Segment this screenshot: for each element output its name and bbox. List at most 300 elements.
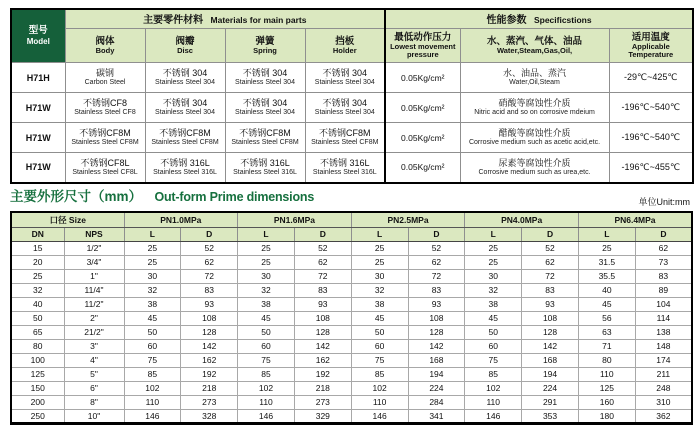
medium-cell-cn: 尿素等腐蚀性介质 bbox=[498, 157, 571, 168]
dim-value-cell: 138 bbox=[635, 325, 692, 339]
spring-cell-cn: 不锈钢CF8M bbox=[239, 128, 291, 138]
dim-value-cell: 50 bbox=[124, 325, 181, 339]
materials-group-en: Materials for main parts bbox=[210, 15, 307, 25]
dim-value-cell: 62 bbox=[181, 255, 238, 269]
dim-value-cell: 93 bbox=[181, 297, 238, 311]
disc-cell bbox=[145, 153, 225, 183]
dim-value-cell: 102 bbox=[465, 381, 522, 395]
medium-header-en: Water,Steam,Gas,Oil, bbox=[496, 45, 573, 55]
spring-cell-en: Stainless Steel 304 bbox=[235, 109, 295, 116]
dim-value-cell: 128 bbox=[294, 325, 351, 339]
medium-cell-cn: 硝酸等腐蚀性介质 bbox=[498, 98, 571, 108]
pressure-header-cn: 最低动作压力 bbox=[394, 31, 452, 43]
body-header-en: Body bbox=[95, 45, 115, 55]
body-cell-cn: 碳钢 bbox=[95, 68, 114, 78]
medium-cell-cn: 水、油品、蒸汽 bbox=[503, 68, 567, 78]
nps-cell: 3" bbox=[64, 339, 124, 353]
medium-cell bbox=[460, 93, 609, 123]
holder-cell bbox=[305, 153, 385, 183]
dim-value-cell: 52 bbox=[181, 241, 238, 255]
pn40-group-header: PN4.0MPa bbox=[465, 212, 579, 227]
dim-value-cell: 273 bbox=[181, 395, 238, 409]
dim-value-cell: 50 bbox=[351, 325, 408, 339]
dim-value-cell: 108 bbox=[294, 311, 351, 325]
dim-value-cell: 110 bbox=[578, 367, 635, 381]
dim-value-cell: 146 bbox=[238, 409, 295, 423]
dim-value-cell: 83 bbox=[294, 283, 351, 297]
dim-value-cell: 72 bbox=[294, 269, 351, 283]
dim-value-cell: 128 bbox=[522, 325, 579, 339]
medium-cell bbox=[460, 123, 609, 153]
dim-value-cell: 194 bbox=[408, 367, 465, 381]
disc-cell-en: Stainless Steel CF8M bbox=[151, 139, 219, 146]
disc-cell-cn: 不锈钢 304 bbox=[162, 98, 208, 108]
dim-value-cell: 85 bbox=[351, 367, 408, 381]
dim-value-cell: 224 bbox=[522, 381, 579, 395]
pn10-group-header: PN1.0MPa bbox=[124, 212, 238, 227]
medium-cell-en: Corrosive medium such as acetic acid,etc. bbox=[468, 139, 601, 146]
temperature-cell: -196℃~540℃ bbox=[609, 93, 693, 123]
dim-value-cell: 25 bbox=[124, 241, 181, 255]
dim-value-cell: 72 bbox=[522, 269, 579, 283]
dim-value-cell: 62 bbox=[522, 255, 579, 269]
spring-cell-cn: 不锈钢 304 bbox=[242, 98, 288, 108]
d-header: D bbox=[294, 227, 351, 241]
spring-cell-en: Stainless Steel CF8M bbox=[231, 139, 299, 146]
dim-value-cell: 162 bbox=[294, 353, 351, 367]
dim-value-cell: 108 bbox=[408, 311, 465, 325]
materials-group-header-row bbox=[11, 9, 693, 29]
medium-cell-en: Water,Oil,Steam bbox=[509, 79, 560, 86]
dim-value-cell: 25 bbox=[578, 241, 635, 255]
model-cell: H71H bbox=[11, 63, 65, 93]
spring-cell bbox=[225, 93, 305, 123]
dim-value-cell: 62 bbox=[408, 255, 465, 269]
dim-value-cell: 93 bbox=[294, 297, 351, 311]
dimension-row bbox=[11, 241, 692, 255]
dimensions-table bbox=[10, 211, 693, 425]
medium-column-header bbox=[460, 29, 609, 63]
nps-cell: 3/4" bbox=[64, 255, 124, 269]
temperature-cell: -196℃~540℃ bbox=[609, 123, 693, 153]
dimension-row bbox=[11, 353, 692, 367]
body-cell bbox=[65, 123, 145, 153]
dim-value-cell: 60 bbox=[124, 339, 181, 353]
body-column-header bbox=[65, 29, 145, 63]
nps-cell: 10" bbox=[64, 409, 124, 423]
disc-cell-en: Stainless Steel 304 bbox=[155, 79, 215, 86]
dim-value-cell: 328 bbox=[181, 409, 238, 423]
dimensions-subheader-row bbox=[11, 227, 692, 241]
dim-value-cell: 85 bbox=[465, 367, 522, 381]
dim-value-cell: 45 bbox=[238, 311, 295, 325]
materials-table bbox=[10, 8, 694, 184]
specs-group-en: Specificstions bbox=[533, 15, 592, 25]
dimension-row bbox=[11, 325, 692, 339]
dn-cell: 100 bbox=[11, 353, 64, 367]
dim-value-cell: 50 bbox=[465, 325, 522, 339]
medium-header-cn: 水、蒸汽、气体、油品 bbox=[487, 35, 583, 47]
pressure-cell: 0.05Kg/cm² bbox=[385, 93, 460, 123]
pressure-column-header bbox=[385, 29, 460, 63]
body-cell-en: Stainless Steel CF8M bbox=[71, 139, 139, 146]
holder-header-cn: 挡板 bbox=[335, 35, 355, 47]
medium-cell-en: Corrosive medium such as urea,etc. bbox=[478, 168, 591, 176]
nps-cell: 1/2" bbox=[64, 241, 124, 255]
dim-value-cell: 25 bbox=[465, 255, 522, 269]
spring-cell bbox=[225, 123, 305, 153]
dim-value-cell: 40 bbox=[578, 283, 635, 297]
dimension-row bbox=[11, 297, 692, 311]
model-header-cn: 型号 bbox=[28, 25, 48, 36]
dim-value-cell: 310 bbox=[635, 395, 692, 409]
dim-value-cell: 52 bbox=[408, 241, 465, 255]
medium-cell-en: Nitric acid and so on corrosive mdeium bbox=[474, 109, 595, 116]
dim-value-cell: 104 bbox=[635, 297, 692, 311]
model-header-en: Model bbox=[26, 37, 50, 46]
dim-value-cell: 80 bbox=[578, 353, 635, 367]
dim-value-cell: 50 bbox=[238, 325, 295, 339]
dim-value-cell: 52 bbox=[294, 241, 351, 255]
nps-cell: 2" bbox=[64, 311, 124, 325]
dimension-row bbox=[11, 381, 692, 395]
dimension-row bbox=[11, 395, 692, 409]
dim-value-cell: 75 bbox=[351, 353, 408, 367]
holder-header-en: Holder bbox=[332, 45, 357, 55]
dn-cell: 250 bbox=[11, 409, 64, 423]
d-header: D bbox=[635, 227, 692, 241]
dimension-row bbox=[11, 311, 692, 325]
materials-group-header bbox=[65, 9, 385, 29]
d-header: D bbox=[181, 227, 238, 241]
dim-value-cell: 85 bbox=[238, 367, 295, 381]
dim-value-cell: 192 bbox=[294, 367, 351, 381]
nps-header: NPS bbox=[64, 227, 124, 241]
disc-cell-cn: 不锈钢 304 bbox=[162, 68, 208, 78]
dim-value-cell: 142 bbox=[408, 339, 465, 353]
dim-value-cell: 62 bbox=[294, 255, 351, 269]
disc-cell bbox=[145, 123, 225, 153]
dim-value-cell: 83 bbox=[522, 283, 579, 297]
dim-value-cell: 102 bbox=[124, 381, 181, 395]
holder-cell bbox=[305, 63, 385, 93]
dn-cell: 50 bbox=[11, 311, 64, 325]
dim-value-cell: 56 bbox=[578, 311, 635, 325]
materials-subheader-row bbox=[11, 29, 693, 63]
body-header-cn: 阀体 bbox=[95, 35, 115, 47]
dim-value-cell: 114 bbox=[635, 311, 692, 325]
dim-value-cell: 128 bbox=[408, 325, 465, 339]
dim-value-cell: 224 bbox=[408, 381, 465, 395]
dim-value-cell: 125 bbox=[578, 381, 635, 395]
dim-value-cell: 174 bbox=[635, 353, 692, 367]
dim-value-cell: 25 bbox=[124, 255, 181, 269]
dim-value-cell: 32 bbox=[124, 283, 181, 297]
section-title-en: Out-form Prime dimensions bbox=[154, 190, 315, 204]
l-header: L bbox=[238, 227, 295, 241]
dim-value-cell: 108 bbox=[181, 311, 238, 325]
dn-cell: 15 bbox=[11, 241, 64, 255]
dim-value-cell: 168 bbox=[408, 353, 465, 367]
temperature-header-en: Applicable Temperature bbox=[628, 41, 674, 59]
dim-value-cell: 63 bbox=[578, 325, 635, 339]
medium-cell bbox=[460, 63, 609, 93]
pn16-group-header: PN1.6MPa bbox=[238, 212, 352, 227]
dim-value-cell: 62 bbox=[635, 241, 692, 255]
holder-cell-cn: 不锈钢 304 bbox=[322, 98, 368, 108]
dim-value-cell: 60 bbox=[238, 339, 295, 353]
dimensions-table-body bbox=[11, 241, 692, 423]
dim-value-cell: 218 bbox=[294, 381, 351, 395]
dim-value-cell: 25 bbox=[238, 241, 295, 255]
holder-column-header bbox=[305, 29, 385, 63]
nps-cell: 8" bbox=[64, 395, 124, 409]
dn-cell: 40 bbox=[11, 297, 64, 311]
spring-cell-cn: 不锈钢 304 bbox=[242, 68, 288, 78]
medium-cell bbox=[460, 153, 609, 183]
dim-value-cell: 75 bbox=[124, 353, 181, 367]
body-cell bbox=[65, 63, 145, 93]
holder-cell bbox=[305, 123, 385, 153]
temperature-cell: -29℃~425℃ bbox=[609, 63, 693, 93]
pressure-cell: 0.05Kg/cm² bbox=[385, 153, 460, 183]
medium-cell-cn: 醋酸等腐蚀性介质 bbox=[498, 128, 571, 138]
l-header: L bbox=[124, 227, 181, 241]
dim-value-cell: 180 bbox=[578, 409, 635, 423]
dim-value-cell: 83 bbox=[408, 283, 465, 297]
dn-cell: 80 bbox=[11, 339, 64, 353]
holder-cell-en: Stainless Steel CF8M bbox=[311, 139, 379, 146]
d-header: D bbox=[408, 227, 465, 241]
materials-row bbox=[11, 123, 693, 153]
temperature-header-cn: 适用温度 bbox=[631, 31, 670, 43]
dimensions-section-title bbox=[10, 185, 314, 206]
dim-value-cell: 160 bbox=[578, 395, 635, 409]
dim-value-cell: 353 bbox=[522, 409, 579, 423]
model-cell: H71W bbox=[11, 123, 65, 153]
dim-value-cell: 45 bbox=[578, 297, 635, 311]
dim-value-cell: 194 bbox=[522, 367, 579, 381]
disc-header-en: Disc bbox=[177, 45, 193, 55]
pn25-group-header: PN2.5MPa bbox=[351, 212, 465, 227]
dn-cell: 125 bbox=[11, 367, 64, 381]
dim-value-cell: 60 bbox=[351, 339, 408, 353]
l-header: L bbox=[351, 227, 408, 241]
dn-cell: 32 bbox=[11, 283, 64, 297]
dim-value-cell: 45 bbox=[124, 311, 181, 325]
section-title-cn: 主要外形尺寸（mm） bbox=[10, 189, 143, 204]
dim-value-cell: 72 bbox=[181, 269, 238, 283]
d-header: D bbox=[522, 227, 579, 241]
dim-value-cell: 329 bbox=[294, 409, 351, 423]
body-cell-en: Stainless Steel CF8L bbox=[72, 168, 138, 176]
spring-header-cn: 弹簧 bbox=[255, 35, 275, 47]
model-cell: H71W bbox=[11, 93, 65, 123]
dn-cell: 65 bbox=[11, 325, 64, 339]
dim-value-cell: 35.5 bbox=[578, 269, 635, 283]
materials-table-body bbox=[11, 63, 693, 183]
spring-column-header bbox=[225, 29, 305, 63]
l-header: L bbox=[578, 227, 635, 241]
nps-cell: 4" bbox=[64, 353, 124, 367]
holder-cell-cn: 不锈钢 304 bbox=[322, 68, 368, 78]
disc-cell bbox=[145, 93, 225, 123]
dim-value-cell: 25 bbox=[238, 255, 295, 269]
spring-header-en: Spring bbox=[253, 45, 277, 55]
spring-cell-en: Stainless Steel 316L bbox=[233, 168, 297, 176]
dim-value-cell: 218 bbox=[181, 381, 238, 395]
dim-value-cell: 45 bbox=[465, 311, 522, 325]
nps-cell: 11/2" bbox=[64, 297, 124, 311]
dim-value-cell: 146 bbox=[124, 409, 181, 423]
dimension-row bbox=[11, 367, 692, 381]
dim-value-cell: 25 bbox=[465, 241, 522, 255]
dim-value-cell: 142 bbox=[522, 339, 579, 353]
pressure-header-en: Lowest movement pressure bbox=[390, 41, 456, 59]
dim-value-cell: 38 bbox=[465, 297, 522, 311]
dim-value-cell: 32 bbox=[238, 283, 295, 297]
model-cell: H71W bbox=[11, 153, 65, 183]
dim-value-cell: 83 bbox=[181, 283, 238, 297]
dim-value-cell: 148 bbox=[635, 339, 692, 353]
holder-cell-en: Stainless Steel 304 bbox=[314, 79, 375, 86]
dimension-row bbox=[11, 409, 692, 423]
dn-cell: 25 bbox=[11, 269, 64, 283]
dim-value-cell: 102 bbox=[351, 381, 408, 395]
dim-value-cell: 31.5 bbox=[578, 255, 635, 269]
dim-value-cell: 30 bbox=[351, 269, 408, 283]
dim-value-cell: 38 bbox=[124, 297, 181, 311]
dim-value-cell: 162 bbox=[181, 353, 238, 367]
dim-value-cell: 110 bbox=[465, 395, 522, 409]
dim-value-cell: 71 bbox=[578, 339, 635, 353]
dim-value-cell: 110 bbox=[351, 395, 408, 409]
dim-value-cell: 110 bbox=[238, 395, 295, 409]
pn64-group-header: PN6.4MPa bbox=[578, 212, 692, 227]
materials-group-cn: 主要零件材料 bbox=[143, 15, 204, 26]
dim-value-cell: 60 bbox=[465, 339, 522, 353]
dim-value-cell: 142 bbox=[181, 339, 238, 353]
dim-value-cell: 284 bbox=[408, 395, 465, 409]
dim-value-cell: 89 bbox=[635, 283, 692, 297]
disc-cell-en: Stainless Steel 316L bbox=[153, 168, 217, 176]
dim-value-cell: 73 bbox=[635, 255, 692, 269]
temperature-column-header bbox=[609, 29, 693, 63]
dim-value-cell: 192 bbox=[181, 367, 238, 381]
spring-cell-cn: 不锈钢 316L bbox=[240, 157, 290, 168]
dim-value-cell: 52 bbox=[522, 241, 579, 255]
dim-value-cell: 38 bbox=[351, 297, 408, 311]
nps-cell: 6" bbox=[64, 381, 124, 395]
spring-cell-en: Stainless Steel 304 bbox=[235, 79, 295, 86]
disc-cell-cn: 不锈钢 316L bbox=[160, 157, 210, 168]
materials-row bbox=[11, 93, 693, 123]
dimensions-group-header-row bbox=[11, 212, 692, 227]
dn-header: DN bbox=[11, 227, 64, 241]
spring-cell bbox=[225, 153, 305, 183]
size-group-header: 口径 Size bbox=[11, 212, 124, 227]
dim-value-cell: 75 bbox=[238, 353, 295, 367]
body-cell bbox=[65, 93, 145, 123]
dimension-row bbox=[11, 283, 692, 297]
dim-value-cell: 273 bbox=[294, 395, 351, 409]
holder-cell-cn: 不锈钢CF8M bbox=[319, 128, 371, 138]
nps-cell: 1" bbox=[64, 269, 124, 283]
dim-value-cell: 30 bbox=[465, 269, 522, 283]
dim-value-cell: 38 bbox=[238, 297, 295, 311]
dimension-row bbox=[11, 255, 692, 269]
dn-cell: 20 bbox=[11, 255, 64, 269]
materials-row bbox=[11, 153, 693, 183]
unit-label: 单位Unit:mm bbox=[638, 197, 690, 207]
dim-value-cell: 108 bbox=[522, 311, 579, 325]
dim-value-cell: 211 bbox=[635, 367, 692, 381]
disc-cell-cn: 不锈钢CF8M bbox=[159, 128, 211, 138]
dim-value-cell: 85 bbox=[124, 367, 181, 381]
disc-column-header bbox=[145, 29, 225, 63]
holder-cell bbox=[305, 93, 385, 123]
specs-group-header bbox=[385, 9, 693, 29]
dim-value-cell: 102 bbox=[238, 381, 295, 395]
dim-value-cell: 291 bbox=[522, 395, 579, 409]
dim-value-cell: 25 bbox=[351, 255, 408, 269]
dn-cell: 200 bbox=[11, 395, 64, 409]
temperature-cell: -196℃~455℃ bbox=[609, 153, 693, 183]
body-cell-cn: 不锈钢CF8M bbox=[79, 128, 131, 138]
nps-cell: 5" bbox=[64, 367, 124, 381]
dim-value-cell: 142 bbox=[294, 339, 351, 353]
dim-value-cell: 128 bbox=[181, 325, 238, 339]
dim-value-cell: 72 bbox=[408, 269, 465, 283]
dim-value-cell: 25 bbox=[351, 241, 408, 255]
body-cell bbox=[65, 153, 145, 183]
dim-value-cell: 45 bbox=[351, 311, 408, 325]
specs-group-cn: 性能参数 bbox=[486, 15, 527, 26]
body-cell-cn: 不锈钢CF8 bbox=[82, 98, 127, 108]
pressure-cell: 0.05Kg/cm² bbox=[385, 123, 460, 153]
holder-cell-en: Stainless Steel 316L bbox=[312, 168, 377, 176]
dim-value-cell: 110 bbox=[124, 395, 181, 409]
l-header: L bbox=[465, 227, 522, 241]
dim-value-cell: 93 bbox=[408, 297, 465, 311]
dim-value-cell: 362 bbox=[635, 409, 692, 423]
materials-row bbox=[11, 63, 693, 93]
dim-value-cell: 341 bbox=[408, 409, 465, 423]
dim-value-cell: 32 bbox=[465, 283, 522, 297]
dim-value-cell: 93 bbox=[522, 297, 579, 311]
spring-cell bbox=[225, 63, 305, 93]
dim-value-cell: 168 bbox=[522, 353, 579, 367]
dim-value-cell: 83 bbox=[635, 269, 692, 283]
dim-value-cell: 30 bbox=[124, 269, 181, 283]
dim-value-cell: 248 bbox=[635, 381, 692, 395]
dim-value-cell: 32 bbox=[351, 283, 408, 297]
dim-value-cell: 146 bbox=[465, 409, 522, 423]
model-column-header bbox=[11, 9, 65, 63]
nps-cell: 21/2" bbox=[64, 325, 124, 339]
nps-cell: 11/4" bbox=[64, 283, 124, 297]
dim-value-cell: 146 bbox=[351, 409, 408, 423]
body-cell-cn: 不锈钢CF8L bbox=[80, 157, 130, 168]
dimension-row bbox=[11, 269, 692, 283]
disc-header-cn: 阀瓣 bbox=[175, 35, 195, 47]
dim-value-cell: 30 bbox=[238, 269, 295, 283]
dim-value-cell: 75 bbox=[465, 353, 522, 367]
body-cell-en: Stainless Steel CF8 bbox=[74, 109, 136, 116]
body-cell-en: Carbon Steel bbox=[84, 79, 126, 86]
dn-cell: 150 bbox=[11, 381, 64, 395]
disc-cell-en: Stainless Steel 304 bbox=[155, 109, 215, 116]
